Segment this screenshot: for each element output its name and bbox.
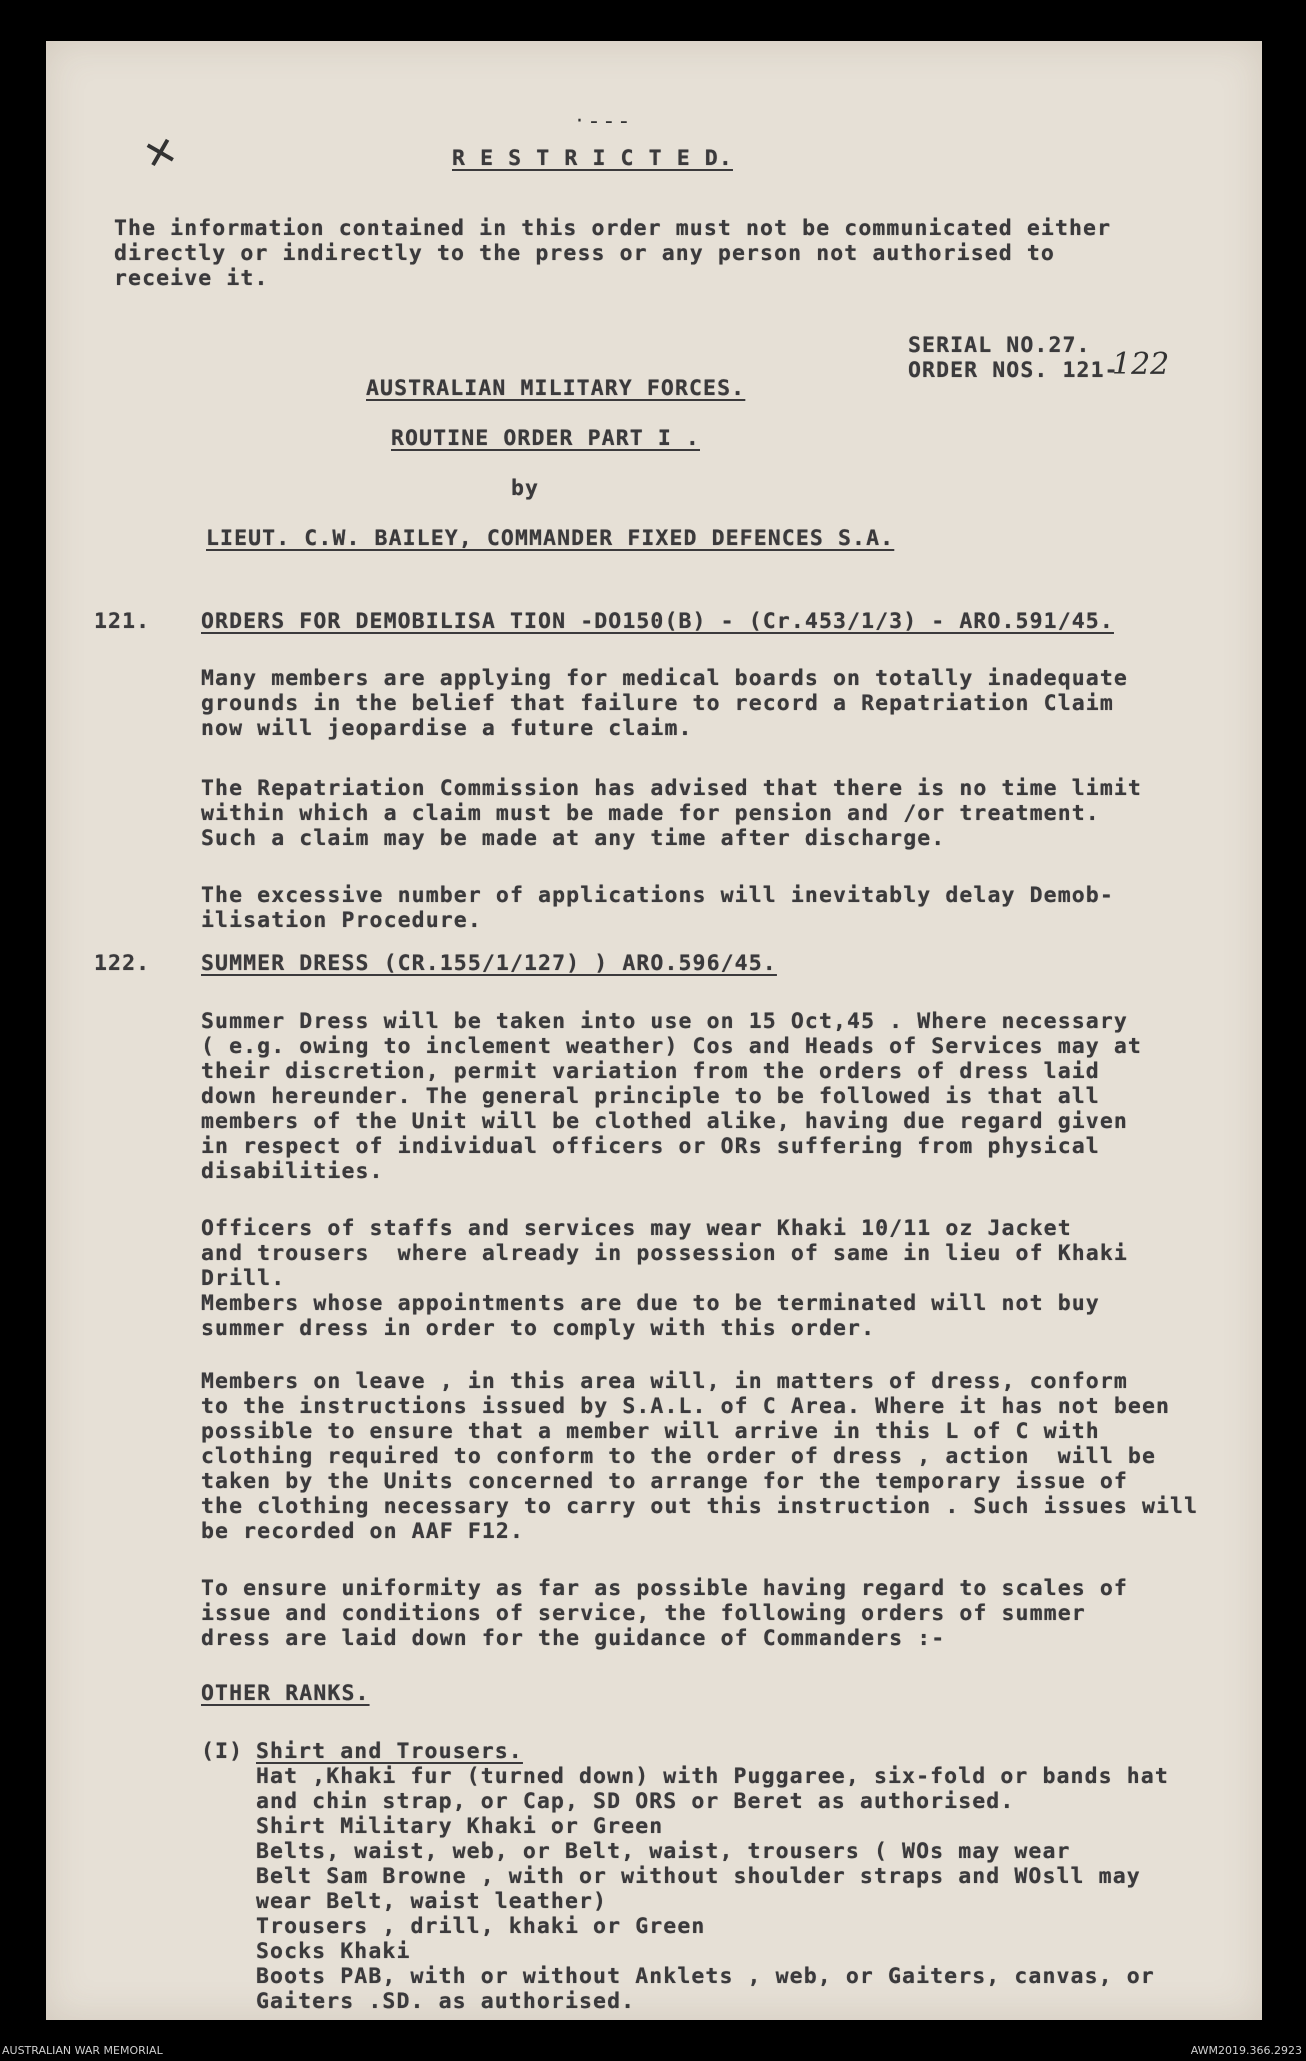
order-122-number: 122. (94, 951, 151, 976)
order-122-p2-l5: summer dress in order to comply with this order. (201, 1316, 876, 1341)
order-122-p1-l3: their discretion, permit variation from the orders of dress laid (201, 1059, 1100, 1084)
order-121-p3-l2: ilisation Procedure. (201, 908, 482, 933)
item-1-title: Shirt and Trousers. (256, 1739, 523, 1764)
title-line-1: AUSTRALIAN MILITARY FORCES. (366, 376, 746, 401)
other-ranks-subheading: OTHER RANKS. (201, 1681, 370, 1706)
order-122-p2-l1: Officers of staffs and services may wear Khaki 10/11 oz Jacket (201, 1216, 1072, 1241)
title-line-4: LIEUT. C.W. BAILEY, COMMANDER FIXED DEFENCES S.A. (206, 526, 895, 551)
item-1-line-7: Trousers , drill, khaki or Green (256, 1914, 706, 1939)
order-121-p2-l3: Such a claim may be made at any time after discharge. (201, 826, 946, 851)
item-1-line-3: Shirt Military Khaki or Green (256, 1814, 664, 1839)
order-122-p1-l4: down hereunder. The general principle to be followed is that all (201, 1084, 1100, 1109)
item-1-line-8: Socks Khaki (256, 1939, 411, 1964)
notice-line-2: directly or indirectly to the press or any person not authorised to (114, 241, 1055, 266)
order-121-p3-l1: The excessive number of applications will inevitably delay Demob- (201, 883, 1114, 908)
title-line-3: by (511, 476, 540, 501)
order-122-p1-l7: disabilities. (201, 1159, 384, 1184)
item-1-line-10: Gaiters .SD. as authorised. (256, 1989, 636, 2014)
order-122-p3-l6: the clothing necessary to carry out this instruction . Such issues will (201, 1494, 1199, 1519)
item-1-label: (I) (201, 1739, 244, 1764)
punch-marks-icon: · ‑ ‑ ‑ (576, 109, 628, 134)
order-121-p1-l3: now will jeopardise a future claim. (201, 716, 693, 741)
pencil-mark-icon: ✕ (138, 127, 183, 181)
order-122-p3-l4: clothing required to conform to the order of dress , action will be (201, 1444, 1156, 1469)
item-1-line-1: Hat ,Khaki fur (turned down) with Puggaree, six-fold or bands hat (256, 1764, 1169, 1789)
notice-line-1: The information contained in this order must not be communicated either (114, 216, 1112, 241)
order-122-p2-l3: Drill. (201, 1266, 286, 1291)
order-122-p1-l1: Summer Dress will be taken into use on 15 Oct,45 . Where necessary (201, 1009, 1128, 1034)
item-1-line-5: Belt Sam Browne , with or without shoulder straps and WOsll may (256, 1864, 1141, 1889)
notice-line-3: receive it. (114, 266, 269, 291)
order-122-p1-l2: ( e.g. owing to inclement weather) Cos and Heads of Services may at (201, 1034, 1142, 1059)
order-122-p3-l5: taken by the Units concerned to arrange for the temporary issue of (201, 1469, 1128, 1494)
item-1-line-2: and chin strap, or Cap, SD ORS or Beret as authorised. (256, 1789, 1015, 1814)
order-121-heading: ORDERS FOR DEMOBILISA TION -DO150(B) - (Cr.453/1/3) - ARO.591/45. (201, 609, 1114, 634)
order-121-number: 121. (94, 609, 151, 634)
item-1-line-4: Belts, waist, web, or Belt, waist, trousers ( WOs may wear (256, 1839, 1071, 1864)
order-122-p2-l2: and trousers where already in possession of same in lieu of Khaki (201, 1241, 1128, 1266)
order-122-p4-l3: dress are laid down for the guidance of Commanders :- (201, 1626, 946, 1651)
order-numbers: ORDER NOS. 121- (908, 358, 1119, 383)
order-122-p4-l1: To ensure uniformity as far as possible having regard to scales of (201, 1576, 1128, 1601)
order-122-p3-l3: possible to ensure that a member will arrive in this L of C with (201, 1419, 1100, 1444)
order-122-p2-l4: Members whose appointments are due to be terminated will not buy (201, 1291, 1100, 1316)
title-line-2: ROUTINE ORDER PART I . (391, 426, 700, 451)
order-122-p3-l1: Members on leave , in this area will, in matters of dress, conform (201, 1369, 1128, 1394)
order-121-p1-l2: grounds in the belief that failure to record a Repatriation Claim (201, 691, 1114, 716)
order-122-p3-l2: to the instructions issued by S.A.L. of C Area. Where it has not been (201, 1394, 1171, 1419)
order-122-p4-l2: issue and conditions of service, the following orders of summer (201, 1601, 1086, 1626)
item-1-line-9: Boots PAB, with or without Anklets , web, or Gaiters, canvas, or (256, 1964, 1155, 1989)
order-122-heading: SUMMER DRESS (CR.155/1/127) ) ARO.596/45. (201, 951, 777, 976)
order-122-p1-l6: in respect of individual officers or ORs suffering from physical (201, 1134, 1100, 1159)
footer-accession-number: AWM2019.366.2923 (1190, 2044, 1302, 2057)
document-page (46, 41, 1262, 2020)
order-122-p3-l7: be recorded on AAF F12. (201, 1519, 525, 1544)
order-121-p2-l2: within which a claim must be made for pension and /or treatment. (201, 801, 1100, 826)
item-1-line-6: wear Belt, waist leather) (256, 1889, 608, 1914)
handwritten-order-end: 122 (1112, 347, 1170, 382)
order-121-p2-l1: The Repatriation Commission has advised that there is no time limit (201, 776, 1142, 801)
restricted-header: R E S T R I C T E D. (452, 146, 733, 171)
order-122-p1-l5: members of the Unit will be clothed alike, having due regard given (201, 1109, 1128, 1134)
serial-number: SERIAL NO.27. (908, 333, 1091, 358)
footer-source: AUSTRALIAN WAR MEMORIAL (2, 2044, 163, 2057)
order-121-p1-l1: Many members are applying for medical boards on totally inadequate (201, 666, 1128, 691)
